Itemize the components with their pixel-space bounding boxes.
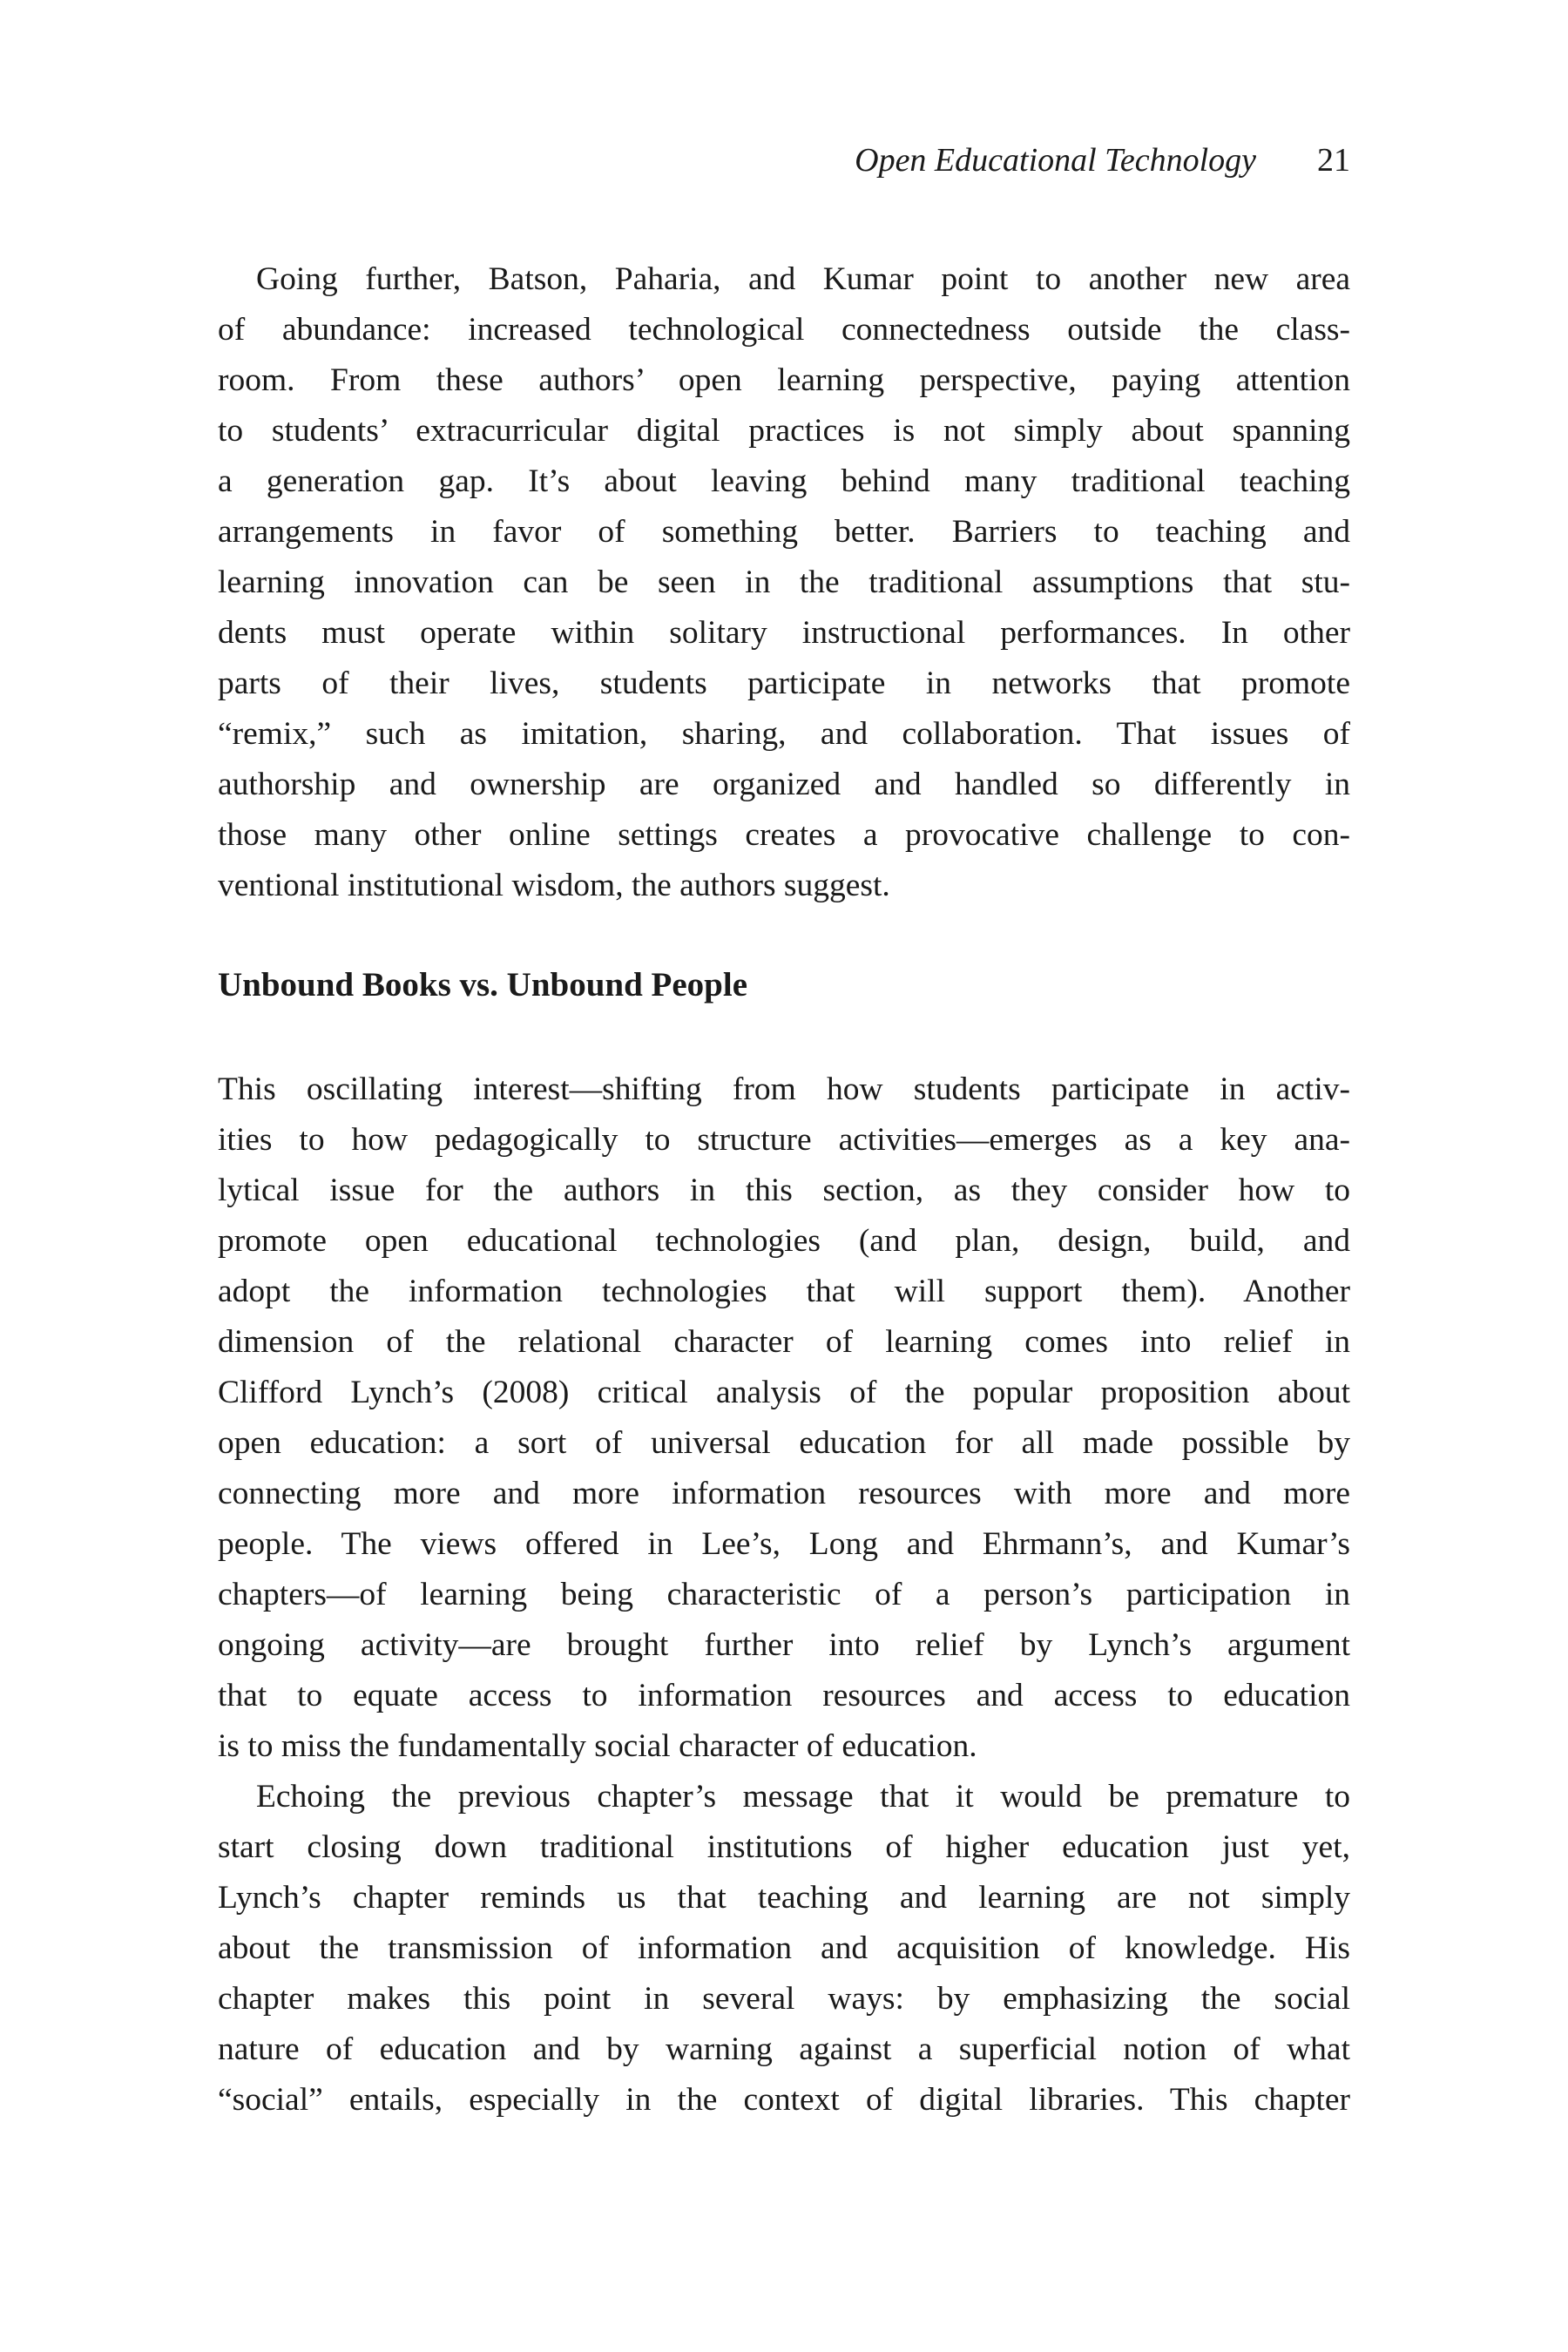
paragraph-2-line: lytical issue for the authors in this section, as they consider how to xyxy=(218,1173,1350,1208)
paragraph-3-line: Lynch’s chapter reminds us that teaching and learning are not simply xyxy=(218,1880,1350,1916)
paragraph-2-line: promote open educational technologies (and plan, design, build, and xyxy=(218,1223,1350,1259)
paragraph-1-line: arrangements in favor of something better. Barriers to teaching and xyxy=(218,514,1350,550)
paragraph-2-line: chapters—of learning being characteristic of a person’s participation in xyxy=(218,1577,1350,1612)
paragraph-1-line: learning innovation can be seen in the traditional assumptions that stu- xyxy=(218,564,1350,600)
paragraph-3-line: chapter makes this point in several ways: by emphasizing the social xyxy=(218,1981,1350,2017)
paragraph-3-line: “social” entails, especially in the context of digital libraries. This chapter xyxy=(218,2082,1350,2118)
paragraph-2-line: is to miss the fundamentally social character of education. xyxy=(218,1728,977,1764)
paragraph-1-line: of abundance: increased technological connectedness outside the class- xyxy=(218,312,1350,348)
paragraph-1-line: a generation gap. It’s about leaving behind many traditional teaching xyxy=(218,463,1350,499)
paragraph-2-line: This oscillating interest—shifting from how students participate in activ- xyxy=(218,1071,1350,1107)
paragraph-1-line: parts of their lives, students participate in networks that promote xyxy=(218,666,1350,701)
paragraph-1-line: dents must operate within solitary instructional performances. In other xyxy=(218,615,1350,651)
paragraph-1-line: those many other online settings creates a provocative challenge to con- xyxy=(218,817,1350,853)
paragraph-2-line: adopt the information technologies that will support them). Another xyxy=(218,1274,1350,1309)
paragraph-2-line: that to equate access to information resources and access to education xyxy=(218,1678,1350,1713)
paragraph-2-line: Clifford Lynch’s (2008) critical analysis of the popular proposition about xyxy=(218,1375,1350,1410)
paragraph-1-line: room. From these authors’ open learning perspective, paying attention xyxy=(218,362,1350,398)
paragraph-2-line: people. The views offered in Lee’s, Long and Ehrmann’s, and Kumar’s xyxy=(218,1526,1350,1562)
paragraph-1-line: to students’ extracurricular digital practices is not simply about spanning xyxy=(218,413,1350,449)
paragraph-2-line: ities to how pedagogically to structure activities—emerges as a key ana- xyxy=(218,1122,1350,1158)
paragraph-1-line: “remix,” such as imitation, sharing, and collaboration. That issues of xyxy=(218,716,1350,752)
paragraph-1-line: ventional institutional wisdom, the authors suggest. xyxy=(218,868,890,903)
paragraph-3-line: about the transmission of information and acquisition of knowledge. His xyxy=(218,1930,1350,1966)
paragraph-2-line: connecting more and more information resources with more and more xyxy=(218,1476,1350,1511)
paragraph-3-line: start closing down traditional institutions of higher education just yet, xyxy=(218,1829,1350,1865)
running-head xyxy=(855,141,1350,179)
paragraph-2-line: ongoing activity—are brought further into relief by Lynch’s argument xyxy=(218,1627,1350,1663)
paragraph-1-line: authorship and ownership are organized and handled so differently in xyxy=(218,767,1350,802)
paragraph-1-line: Going further, Batson, Paharia, and Kumar point to another new area xyxy=(256,261,1350,297)
paragraph-2-line: open education: a sort of universal education for all made possible by xyxy=(218,1425,1350,1461)
page-number: 21 xyxy=(1317,142,1350,179)
running-title: Open Educational Technology xyxy=(855,142,1256,179)
paragraph-3-line: Echoing the previous chapter’s message that it would be premature to xyxy=(256,1779,1350,1815)
paragraph-2-line: dimension of the relational character of learning comes into relief in xyxy=(218,1324,1350,1360)
paragraph-3-line: nature of education and by warning against a superficial notion of what xyxy=(218,2031,1350,2067)
section-heading: Unbound Books vs. Unbound People xyxy=(218,966,748,1004)
